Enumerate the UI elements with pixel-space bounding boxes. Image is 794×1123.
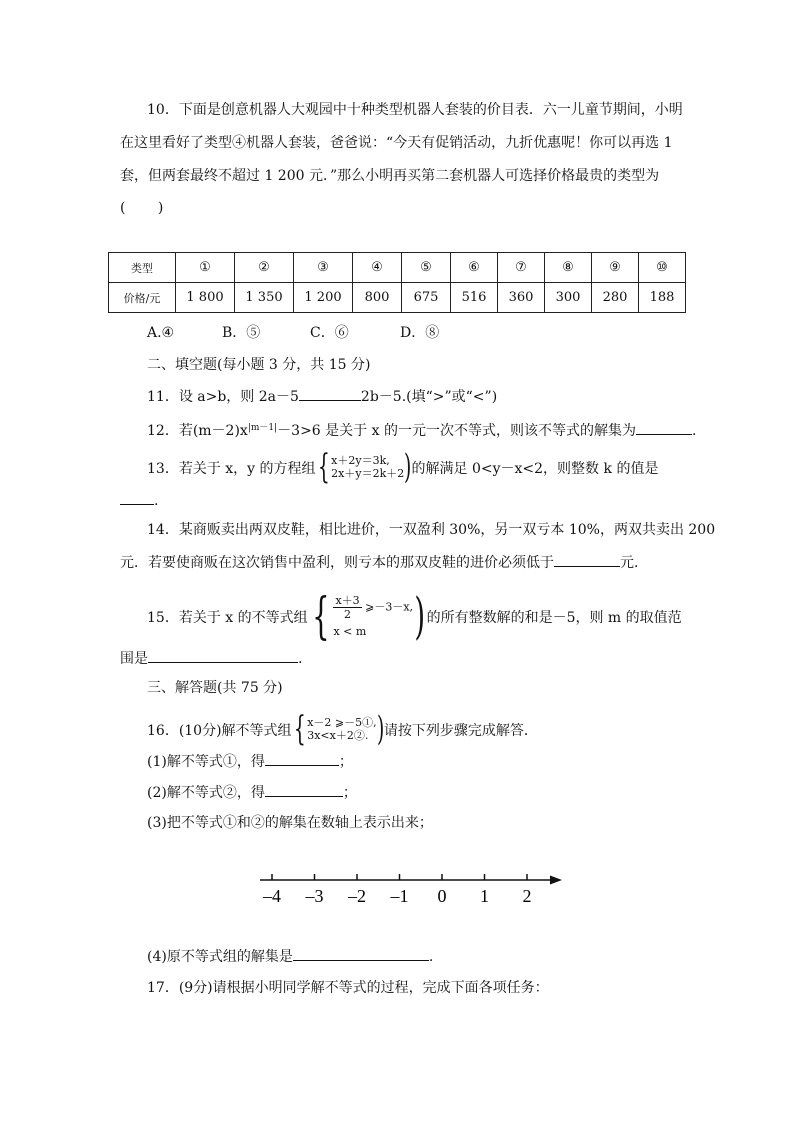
q16-step2-blank[interactable] [265, 782, 343, 797]
type-cell: ② [235, 253, 294, 283]
q10-option-a: A.④ [147, 325, 175, 341]
number-line-labels [262, 886, 532, 906]
number-line-tick-label: 2 [522, 886, 532, 906]
q12-text-b: －3>6 是关于 x 的一元一次不等式，则该不等式的解集为 [277, 423, 636, 439]
q13-text-a: 13．若关于 x，y 的方程组 [147, 461, 316, 477]
price-cell: 280 [592, 283, 639, 313]
q15-numerator: x＋3 [335, 594, 360, 607]
type-cell: ⑤ [402, 253, 451, 283]
q12-exponent: |m－1| [247, 423, 278, 433]
type-cell: ⑧ [545, 253, 592, 283]
q10-option-c: C．⑥ [310, 325, 349, 341]
q10-answer-bracket: ( ) [120, 200, 164, 216]
q13-eq2: 2x＋y＝2k＋2 [331, 467, 405, 480]
q11-blank[interactable] [299, 386, 361, 401]
q16-step4-blank[interactable] [293, 946, 429, 961]
q15-denominator: 2 [344, 608, 352, 621]
number-line-tick-label: –4 [263, 886, 281, 906]
q17: 17．(9分)请根据小明同学解不等式的过程，完成下面各项任务： [147, 980, 549, 996]
q15-text-b: 的所有整数解的和是－5，则 m 的取值范 [426, 610, 682, 626]
q16-step1-end: ； [338, 754, 353, 770]
number-line-tick-label: –2 [348, 886, 366, 906]
q11-text-b: 2b－5.(填“>”或“<”) [360, 389, 498, 405]
type-cell: ⑦ [498, 253, 545, 283]
q16-eq1: x－2 ⩾－5①, [307, 716, 377, 729]
price-cell: 800 [353, 283, 402, 313]
q13-end: . [154, 493, 159, 509]
price-cell: 675 [402, 283, 451, 313]
q14-text-a: 元．若要使商贩在这次销售中盈利，则亏本的那双皮鞋的进价必须低于 [120, 555, 554, 571]
q15-text-c: 围是 [120, 651, 148, 667]
table-header-type: 类型 [109, 253, 176, 283]
number-line-tick-label: –1 [390, 886, 409, 906]
q10-option-b: B．⑤ [222, 325, 261, 341]
type-cell: ⑩ [639, 253, 686, 283]
price-cell: 1 200 [294, 283, 353, 313]
q16-inequality-system: { x－2 ⩾－5①, 3x<x＋2②. ) [293, 709, 384, 749]
q13-equation-system: { x＋2y＝3k, 2x＋y＝2k＋2 ) [317, 447, 412, 487]
q10-line3: 套，但两套最终不超过 1 200 元．”那么小明再买第二套机器人可选择价格最贵的类型为 [120, 168, 660, 184]
q13-text-b: 的解满足 0<y－x<2，则整数 k 的值是 [411, 461, 659, 477]
q15-eq2: x < m [333, 625, 367, 638]
q13-line1 [147, 447, 659, 487]
q15-end: . [298, 651, 303, 667]
type-cell: ④ [353, 253, 402, 283]
section3-title: 三、解答题(共 75 分) [147, 680, 283, 696]
type-cell: ③ [294, 253, 353, 283]
q14-line2 [120, 552, 648, 573]
q16-step1 [147, 751, 353, 772]
q13-blank[interactable] [120, 490, 154, 505]
q16-step2 [147, 782, 357, 803]
q10-option-d: D．⑧ [400, 325, 440, 341]
table-row [109, 253, 686, 283]
q16-text-a: 16．(10分)解不等式组 [147, 723, 292, 739]
q16-step4-text: (4)原不等式组的解集是 [147, 949, 293, 965]
section2-title: 二、填空题(每小题 3 分，共 15 分) [147, 357, 371, 373]
number-line [250, 862, 570, 912]
type-cell: ⑥ [451, 253, 498, 283]
q12 [147, 418, 696, 441]
number-line-tick-label: 1 [480, 886, 489, 906]
q16-text-b: 请按下列步骤完成解答． [383, 723, 538, 739]
q10-line2: 在这里看好了类型④机器人套装，爸爸说：“今天有促销活动，九折优惠呢！你可以再选 1 [120, 135, 673, 151]
q10-line1: 10．下面是创意机器人大观园中十种类型机器人套装的价目表．六一儿童节期间，小明 [147, 102, 683, 118]
q12-end: . [691, 423, 697, 439]
q11-text-a: 11．设 a>b，则 2a－5 [147, 389, 299, 405]
q15-fraction [333, 594, 361, 621]
price-cell: 1 800 [176, 283, 235, 313]
type-cell: ⑨ [592, 253, 639, 283]
q16-step1-text: (1)解不等式①，得 [147, 754, 265, 770]
q11 [147, 386, 497, 407]
price-cell: 1 350 [235, 283, 294, 313]
price-cell: 188 [639, 283, 686, 313]
type-cell: ① [176, 253, 235, 283]
q13-line2 [120, 490, 158, 511]
price-cell: 516 [451, 283, 498, 313]
q12-blank[interactable] [636, 420, 692, 435]
table-header-price: 价格/元 [109, 283, 176, 313]
q15-line1 [147, 587, 682, 645]
q16-step4-end: . [428, 949, 434, 965]
q14-blank[interactable] [554, 552, 620, 567]
q16-step2-end: ； [342, 785, 357, 801]
q16-step2-text: (2)解不等式②，得 [147, 785, 265, 801]
q15-line2 [120, 648, 302, 669]
q16-step1-blank[interactable] [265, 751, 339, 766]
q16-step4 [147, 946, 433, 967]
number-line-tick-label: 0 [437, 886, 447, 906]
number-line-tick-label: –3 [305, 886, 324, 906]
q13-eq1: x＋2y＝3k, [331, 454, 390, 467]
price-table [108, 252, 686, 313]
q16-line1 [147, 709, 538, 749]
price-cell: 360 [498, 283, 545, 313]
q16-eq2: 3x<x＋2②. [307, 729, 369, 742]
q15-inequality-system: { $\frac{x+3}{2}$ ⩾－3－x, x < m ) [311, 587, 426, 645]
q12-text-a: 12．若(m－2)x [147, 423, 248, 439]
q15-blank[interactable] [148, 648, 298, 663]
q15-text-a: 15．若关于 x 的不等式组 [147, 610, 308, 626]
number-line-arrow [550, 876, 562, 885]
q15-rel: ⩾－3－x, [365, 600, 414, 614]
table-row [109, 283, 686, 313]
number-line-ticks [272, 874, 527, 880]
price-cell: 300 [545, 283, 592, 313]
q16-step3: (3)把不等式①和②的解集在数轴上表示出来； [147, 815, 433, 831]
q14-line1: 14．某商贩卖出两双皮鞋，相比进价，一双盈利 30%，另一双亏本 10%，两双共卖出 200 [147, 522, 716, 538]
q14-text-b: 元． [620, 555, 648, 571]
